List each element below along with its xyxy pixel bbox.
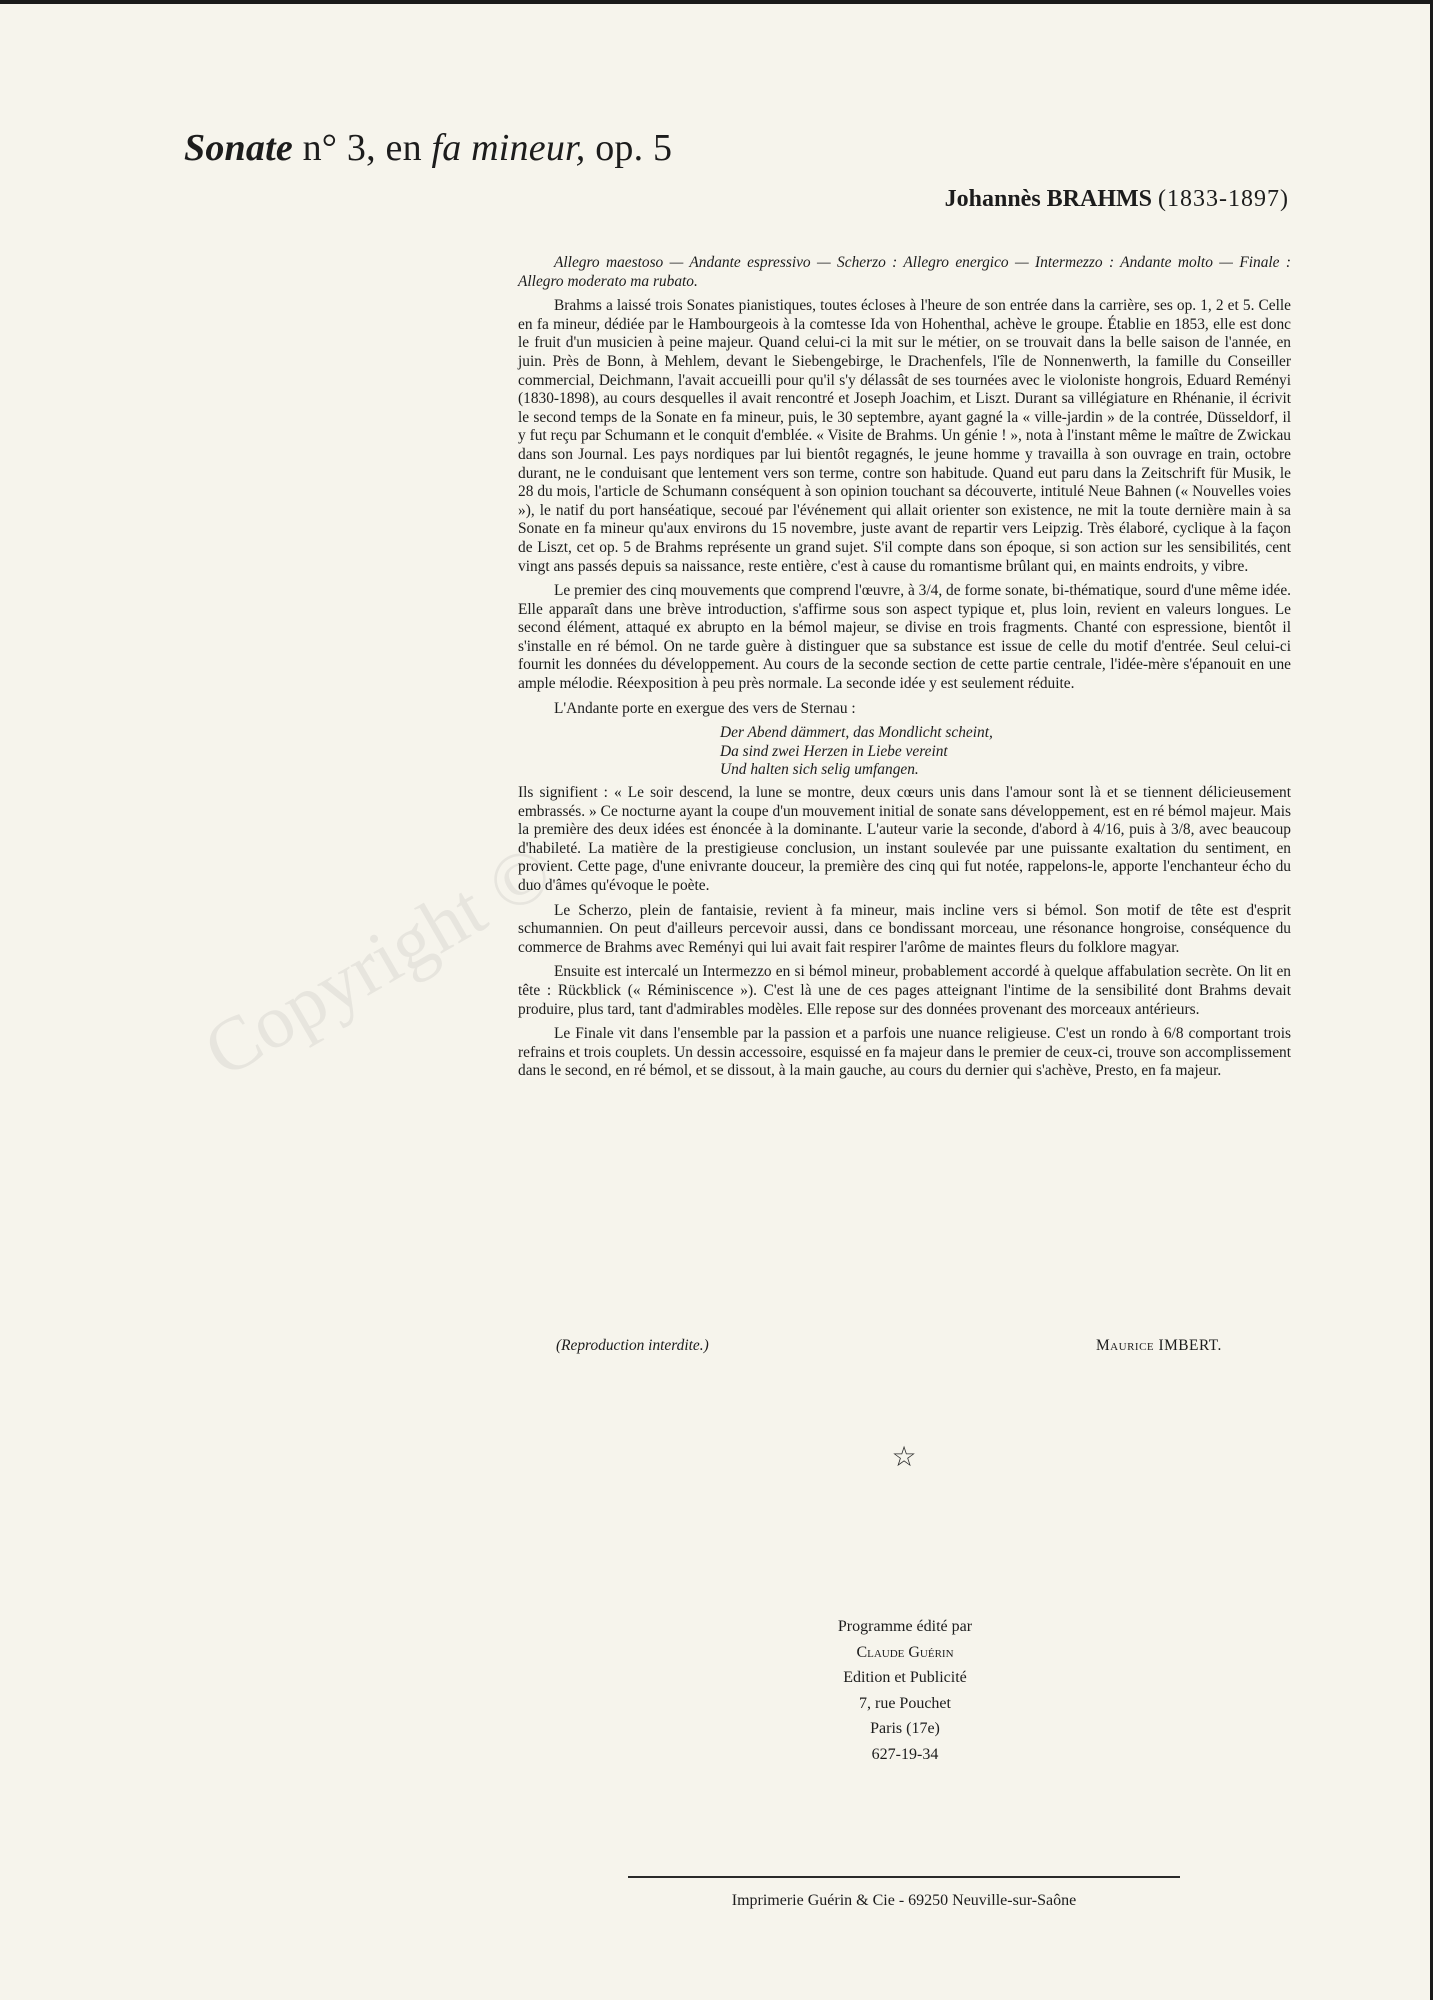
publisher-line: Programme édité par bbox=[837, 1618, 973, 1635]
publisher-line: Edition et Publicité bbox=[843, 1669, 967, 1686]
sternau-verse bbox=[720, 724, 1291, 780]
page-title bbox=[184, 126, 672, 170]
paragraph-intro: Brahms a laissé trois Sonates pianistiques, toutes écloses à l'heure de son entrée dans la carrière, ses op. 1, 2 et 5. Celle en fa mineur, dédiée par le Hambourgeois à la comtesse Ida von Hohenthal, achève le groupe. Établie en 1853, elle est donc le fruit d'un musicien à peine majeur. Quand celui-ci la mit sur le métier, on se trouvait dans la belle saison de l'année, en juin. Près de Bonn, à Mehlem, devant le Siebengebirge, le Drachenfels, l'île de Nonnenwerth, la famille du Conseiller commercial, Deichmann, l'avait accueilli pour qu'il s'y délassât de ses tournées avec le violoniste hongrois, Eduard Reményi (1830-1898), au cours desquelles il avait rencontré et Joseph Joachim, et Liszt. Durant sa villégiature en Rhénanie, il écrivit le second temps de la Sonate en fa mineur, puis, le 30 septembre, ayant gagné la « ville-jardin » de la contrée, Düsseldorf, il y fut reçu par Schumann et le conquit d'emblée. « Visite de Brahms. Un génie ! », nota à l'instant même le maître de Zwickau dans son Journal. Les pays nordiques par lui bientôt regagnés, le jeune homme y travailla à son ouvrage en train, octobre durant, ne le conduisant que lentement vers son terme, contre son habitude. Quand eut paru dans la Zeitschrift für Musik, le 28 du mois, l'article de Schumann conséquent à son opinion touchant sa découverte, intitulé Neue Bahnen (« Nouvelles voies »), le natif du port hanséatique, secoué par l'événement qui allait orienter son existence, ne mit la toute dernière main à sa Sonate en fa mineur qu'aux environs du 15 novembre, juste avant de repartir vers Leipzig. Très élaboré, cyclique à la façon de Liszt, cet op. 5 de Brahms représente un grand sujet. S'il compte dans son époque, si son action sur les sensibilités, cent vingt ans passés depuis sa naissance, reste entière, c'est à cause du romantisme brûlant qui, en maints endroits, y vibre. bbox=[518, 297, 1291, 575]
printer-credit: Imprimerie Guérin & Cie - 69250 Neuville-sur-Saône bbox=[731, 1892, 1077, 1909]
composer-heading bbox=[916, 186, 1289, 213]
title-en: en bbox=[385, 127, 422, 169]
composer-name: Johannès BRAHMS bbox=[944, 186, 1153, 212]
copyright-watermark: Copyright © bbox=[190, 828, 566, 1094]
paragraph-finale: Le Finale vit dans l'ensemble par la passion et a parfois une nuance religieuse. C'est un rondo à 6/8 comportant trois refrains et trois couplets. Un dessin accessoire, esquissé en fa majeur dans le premier de ceux-ci, trouve son accomplissement dans le second, en ré bémol, et se dissout, à la main gauche, au cours du dernier qui s'achève, Presto, en fa majeur. bbox=[518, 1025, 1291, 1080]
verse-line: Der Abend dämmert, das Mondlicht scheint, bbox=[720, 724, 993, 742]
publisher-phone: 627-19-34 bbox=[871, 1745, 939, 1763]
verse-line: Und halten sich selig umfangen. bbox=[720, 761, 919, 779]
publisher-name: Claude Guérin bbox=[856, 1643, 954, 1661]
title-opus: op. 5 bbox=[595, 127, 673, 169]
star-outline-icon: ☆ bbox=[891, 1442, 917, 1473]
reproduction-notice: (Reproduction interdite.) bbox=[556, 1337, 709, 1354]
publisher-city: Paris (17e) bbox=[870, 1720, 940, 1737]
paragraph-intermezzo: Ensuite est intercalé un Intermezzo en si bémol mineur, probablement accordé à quelque affabulation secrète. On lit en tête : Rückblick (« Réminiscence »). C'est là une de ces pages atteignant l'intime de la sensibilité dont Brahms devait produire, plus tard, tant d'admirables modèles. Elle repose sur des données provenant des morceaux antérieurs. bbox=[518, 963, 1291, 1018]
paragraph-andante-translation: Ils signifient : « Le soir descend, la lune se montre, deux cœurs unis dans l'amour sont là et se tiennent délicieusement embrassés. » Ce nocturne ayant la coupe d'un mouvement initial de sonate sans développement, est en ré bémol majeur. Mais la première des deux idées est énoncée à la dominante. L'auteur varie la seconde, d'abord à 4/16, puis à 3/8, avec beaucoup d'habileté. La matière de la prestigieuse conclusion, un instant soulevée par une puissante exaltation du sentiment, en provient. Cette page, d'une enivrante douceur, la première des cinq qui fut notée, rappelons-le, apporte l'enchanteur écho du duo d'âmes qu'évoque le poète. bbox=[518, 784, 1291, 894]
composer-dates: (1833-1897) bbox=[1158, 186, 1289, 212]
movement-tempi: Allegro maestoso — Andante espressivo — Scherzo : Allegro energico — Intermezzo : Andante molto — Finale : Allegro moderato ma rubato. bbox=[518, 254, 1291, 290]
title-tonality: fa mineur, bbox=[431, 127, 586, 169]
page-border-top bbox=[0, 0, 1433, 4]
author-signature: Maurice IMBERT. bbox=[1096, 1337, 1222, 1354]
title-sonate: Sonate bbox=[184, 127, 293, 169]
paragraph-andante: L'Andante porte en exergue des vers de Sternau : bbox=[554, 699, 856, 717]
publisher-address: 7, rue Pouchet bbox=[859, 1694, 951, 1712]
verse-line: Da sind zwei Herzen in Liebe vereint bbox=[720, 742, 948, 760]
footer-rule bbox=[628, 1876, 1180, 1878]
paragraph-first-movement: Le premier des cinq mouvements que comprend l'œuvre, à 3/4, de forme sonate, bi-thématique, sourd d'une même idée. Elle apparaît dans une brève introduction, s'affirme sous son aspect typique et, plus loin, revient en valeurs longues. Le second élément, attaqué ex abrupto en la bémol majeur, se divise en trois fragments. Chanté con espressione, bientôt il s'installe en ré bémol. On ne tarde guère à distinguer que sa substance est issue de celle du motif d'entrée. Seul celui-ci fournit les données du développement. Au cours de la seconde section de cette partie centrale, l'idée-mère s'épanouit en une ample mélodie. Réexposition à peu près normale. La seconde idée y est seulement réduite. bbox=[518, 582, 1291, 693]
program-notes bbox=[518, 254, 1291, 1087]
publisher-block bbox=[760, 1614, 1050, 1767]
paragraph-scherzo: Le Scherzo, plein de fantaisie, revient à fa mineur, mais incline vers si bémol. Son motif de tête est d'esprit schumannien. On peut d'ailleurs percevoir aussi, dans ce bondissant morceau, une résonance hongroise, conséquence du commerce de Brahms avec Reményi qui lui avait fait respirer l'arôme de maintes fleurs du folklore magyar. bbox=[518, 901, 1291, 956]
title-number: n° 3, bbox=[302, 127, 376, 169]
